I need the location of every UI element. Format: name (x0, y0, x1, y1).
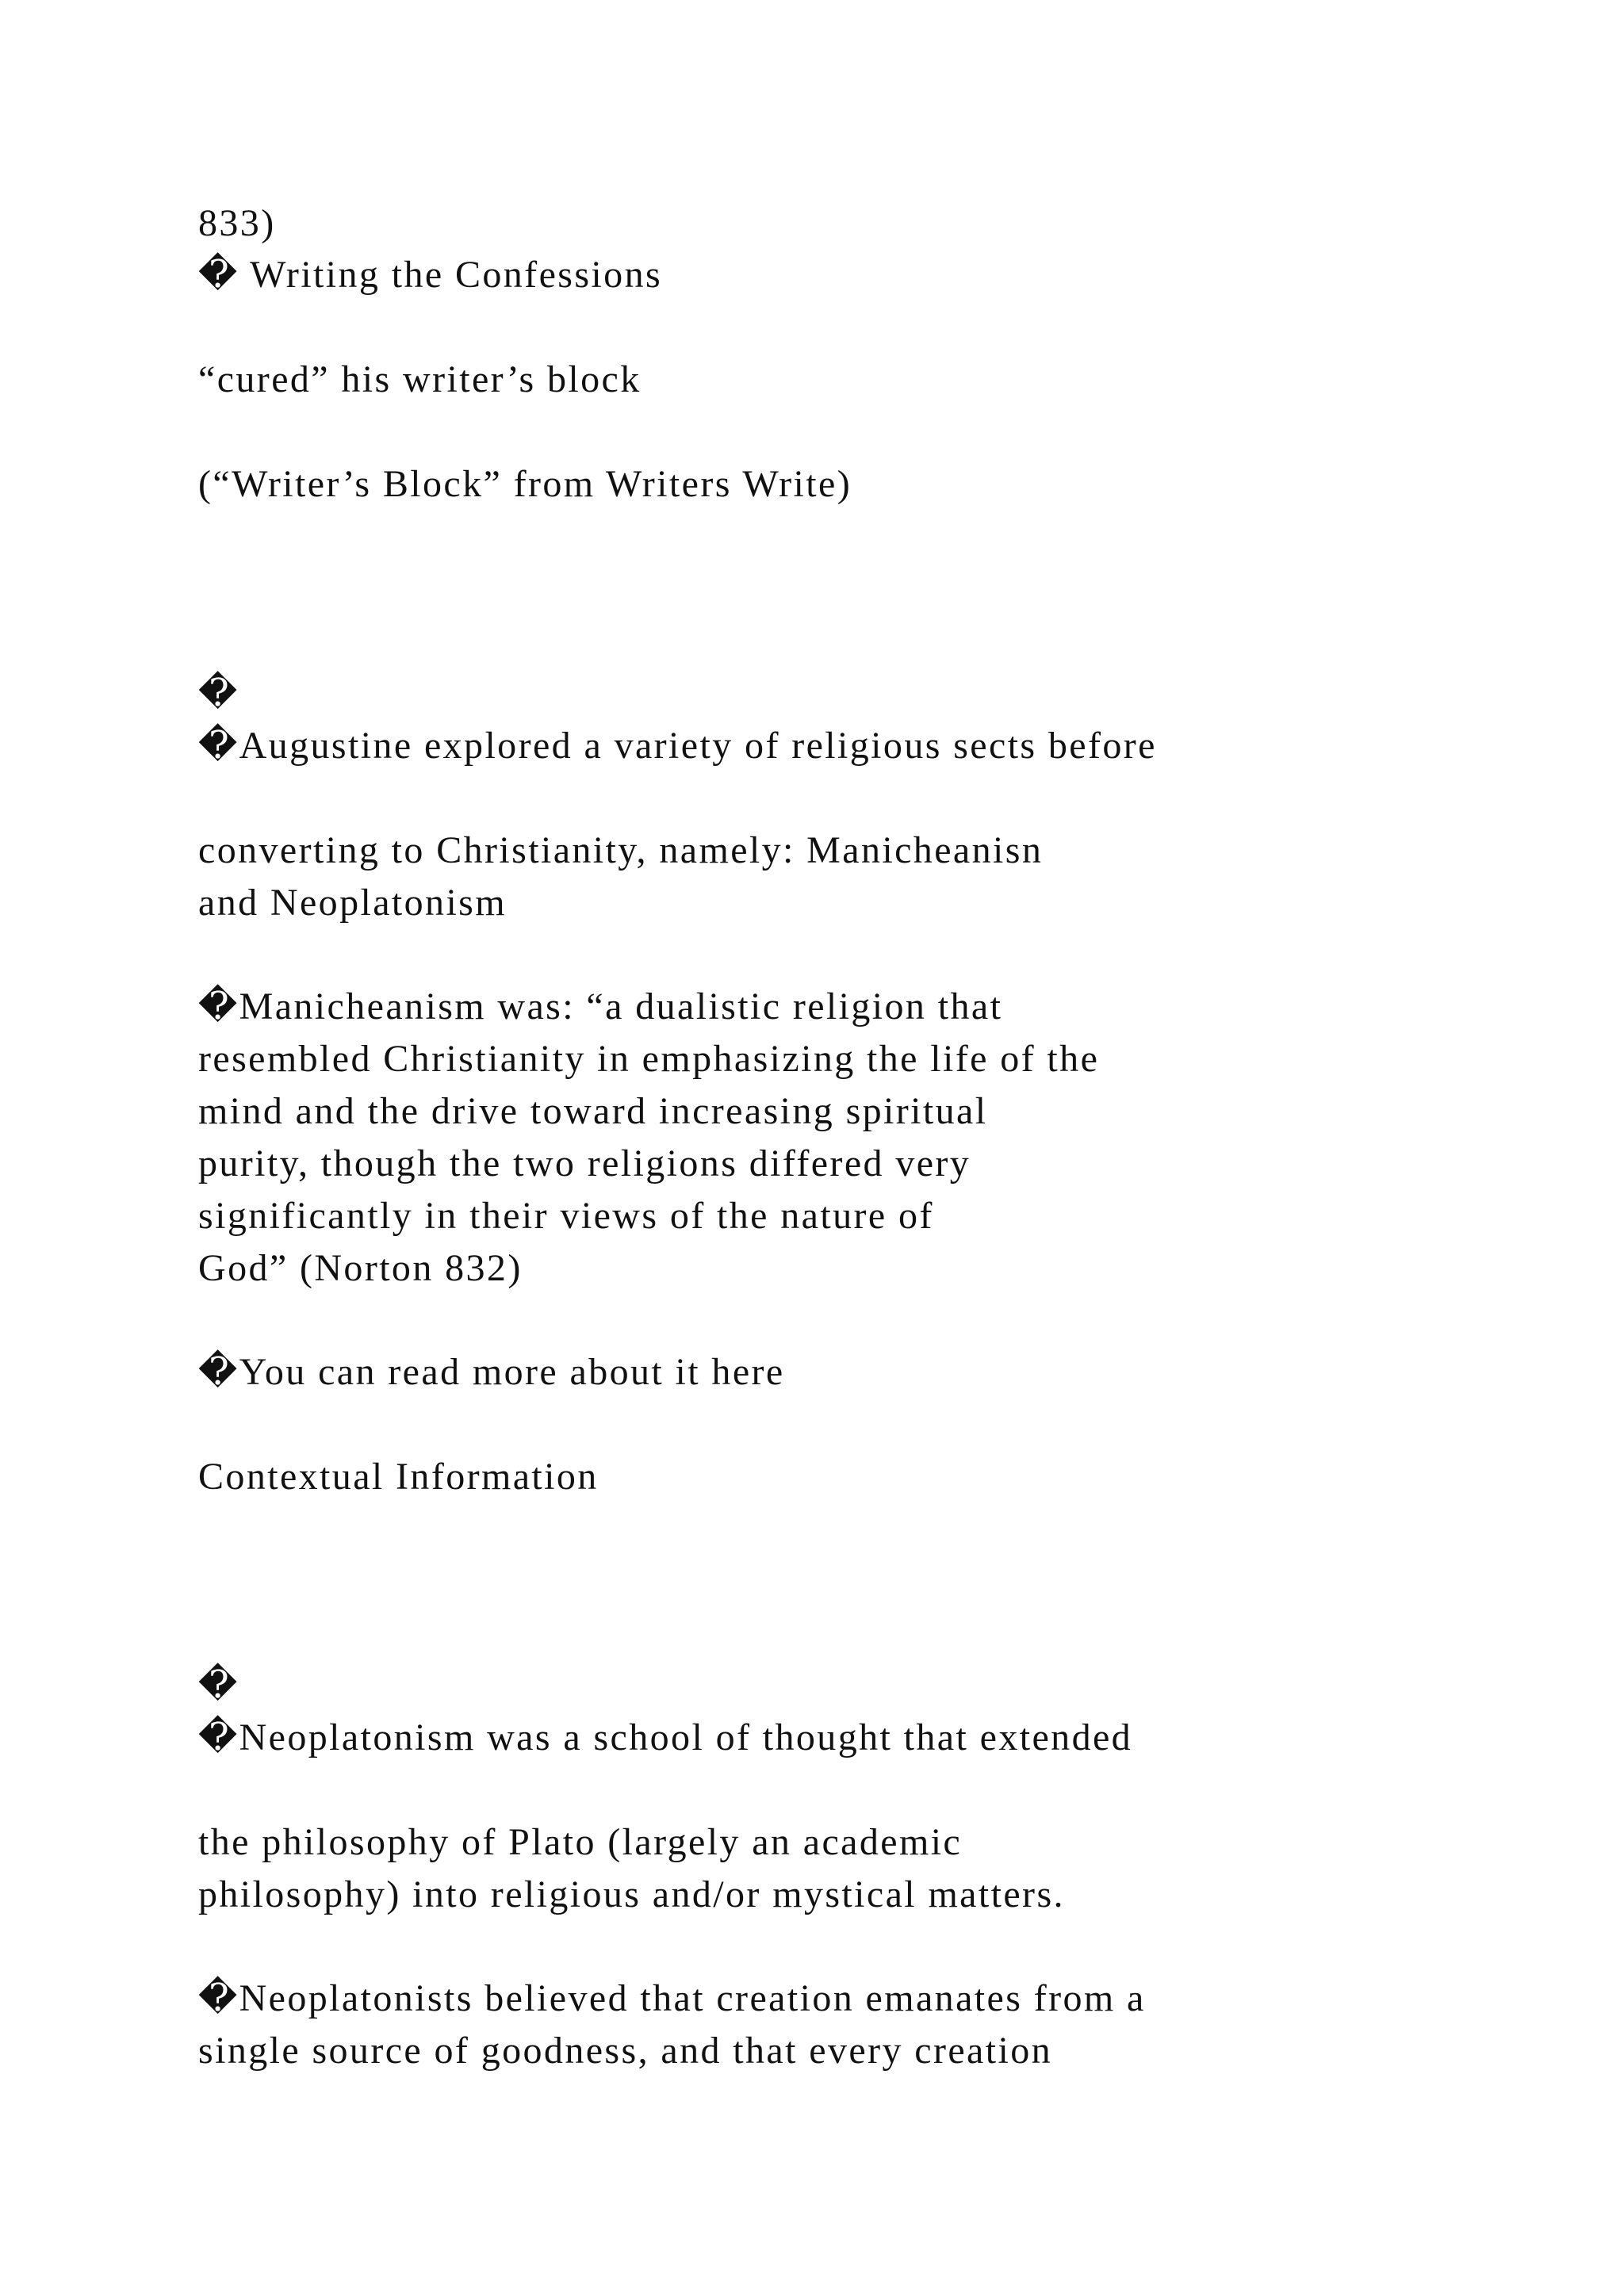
text-line: �Neoplatonism was a school of thought that extended (198, 1716, 1133, 1758)
text-line: philosophy) into religious and/or mystical matters. (198, 1873, 1065, 1915)
text-line: and Neoplatonism (198, 882, 508, 924)
text-line: � (198, 672, 239, 714)
text-line: Contextual Information (198, 1456, 599, 1498)
text-line: �You can read more about it here (198, 1351, 785, 1393)
text-line: purity, though the two religions differed very (198, 1142, 971, 1184)
text-line: (“Writer’s Block” from Writers Write) (198, 463, 852, 505)
text-line: �Manicheanism was: “a dualistic religion that (198, 985, 1003, 1027)
text-line: the philosophy of Plato (largely an academic (198, 1821, 963, 1863)
text-line: single source of goodness, and that every creation (198, 2030, 1053, 2072)
text-line: God” (Norton 832) (198, 1247, 523, 1289)
text-line: converting to Christianity, namely: Manicheanisn (198, 829, 1044, 871)
text-line: � Writing the Confessions (198, 254, 663, 296)
text-line: significantly in their views of the nature of (198, 1195, 934, 1237)
text-line: � (198, 1664, 239, 1706)
text-line: mind and the drive toward increasing spiritual (198, 1090, 988, 1132)
text-line: “cured” his writer’s block (198, 358, 642, 400)
text-line: �Neoplatonists believed that creation emanates from a (198, 1977, 1146, 2019)
text-line: �Augustine explored a variety of religious sects before (198, 725, 1157, 767)
text-line: 833) (198, 202, 276, 244)
text-line: resembled Christianity in emphasizing the life of the (198, 1038, 1100, 1080)
